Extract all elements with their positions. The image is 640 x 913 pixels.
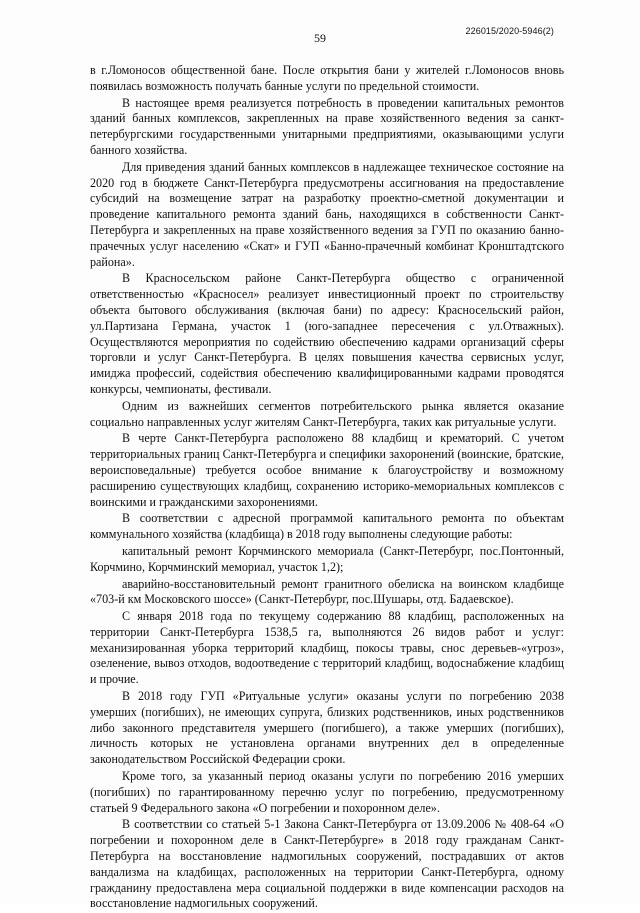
paragraph: В настоящее время реализуется потребность в проведении капитальных ремонтов зданий банных комплексов, закрепленных на праве хозяйственного ведения за санкт-петербургскими государственными унитарными предприятиями, оказывающими услуги банного хозяйства.: [90, 95, 564, 157]
paragraph: В Красносельском районе Санкт-Петербурга общество с ограниченной ответственностью «Красносел» реализует инвестиционный проект по строительству объекта бытового обслуживания (включая бани) по адресу: Красносельский район, ул.Партизана Германа, участок 1 (юго-западнее пересечения с ул.Отважных). Осуществляются мероприятия по содействию обеспечению кадрами организаций сферы торговли и услуг Санкт-Петербурга. В целях повышения качества сервисных услуг, имиджа профессий, содействия обеспечению квалифицированными кадрами проводятся конкурсы, чемпионаты, фестивали.: [90, 271, 564, 396]
list-item: капитальный ремонт Корчминского мемориала (Санкт-Петербург, пос.Понтонный, Корчмино, Корчминский мемориал, участок 1,2);: [90, 543, 564, 574]
paragraph: В 2018 году ГУП «Ритуальные услуги» оказаны услуги по погребению 2038 умерших (погибших), не имеющих супруга, близких родственников, иных родственников либо законного представителя умершего (погибшего), а также умерших (погибших), личность которых не установлена органами внутренних дел в определенные законодательством Российской Федерации сроки.: [90, 689, 564, 767]
paragraph: В соответствии с адресной программой капитального ремонта по объектам коммунального хозяйства (кладбища) в 2018 году выполнены следующие работы:: [90, 511, 564, 542]
paragraph: Для приведения зданий банных комплексов в надлежащее техническое состояние на 2020 год в бюджете Санкт-Петербурга предусмотрены ассигнования на предоставление субсидий на возмещение затрат на разработку проектно-сметной документации и проведение капитального ремонта зданий бань, находящихся в собственности Санкт-Петербурга и закрепленных на праве хозяйственного ведения за ГУП по оказанию банно-прачечных услуг населению «Скат» и ГУП «Банно-прачечный комбинат Кронштадтского района».: [90, 159, 564, 269]
paragraph: Кроме того, за указанный период оказаны услуги по погребению 2016 умерших (погибших) по гарантированному перечню услуг по погребению, предусмотренному статьей 9 Федерального закона «О погребении и похоронном деле».: [90, 769, 564, 815]
paragraph: В соответствии со статьей 5-1 Закона Санкт-Петербурга от 13.09.2006 № 408-64 «О погребении и похоронном деле в Санкт-Петербурге» в 2018 году гражданам Санкт-Петербурга на восстановление надмогильных сооружений, пострадавших от актов вандализма на кладбищах, расположенных на территории Санкт-Петербурга, одному гражданину предоставлена мера социальной поддержки в виде компенсации расходов на восстановление надмогильных сооружений.: [90, 817, 564, 911]
paragraph: В черте Санкт-Петербурга расположено 88 кладбищ и крематорий. С учетом территориальных границ Санкт-Петербурга и специфики захоронений (воинские, братские, вероисповедальные) требуется особое внимание к благоустройству и возможному расширению существующих кладбищ, сохранению историко-мемориальных комплексов с воинскими и гражданскими захоронениями.: [90, 431, 564, 509]
paragraph: Одним из важнейших сегментов потребительского рынка является оказание социально направленных услуг жителям Санкт-Петербурга, таких как ритуальные услуги.: [90, 398, 564, 429]
list-item: аварийно-восстановительный ремонт гранитного обелиска на воинском кладбище «703-й км Московского шоссе» (Санкт-Петербург, пос.Шушары, отд. Бадаевское).: [90, 576, 564, 607]
paragraph: в г.Ломоносов общественной бане. После открытия бани у жителей г.Ломоносов вновь появилась возможность получать банные услуги по предельной стоимости.: [90, 63, 564, 93]
paragraph: С января 2018 года по текущему содержанию 88 кладбищ, расположенных на территории Санкт-Петербурга 1538,5 га, выполняются 26 видов работ и услуг: механизированная уборка территорий кладбищ, покосы травы, снос деревьев-«угроз», озеленение, вывоз отходов, водоотведение с территорий кладбищ, водоснабжение кладбищ и прочие.: [90, 609, 564, 687]
page-number: 59: [314, 31, 326, 45]
document-body: [90, 63, 564, 913]
document-id: 226015/2020-5946(2): [465, 26, 554, 36]
